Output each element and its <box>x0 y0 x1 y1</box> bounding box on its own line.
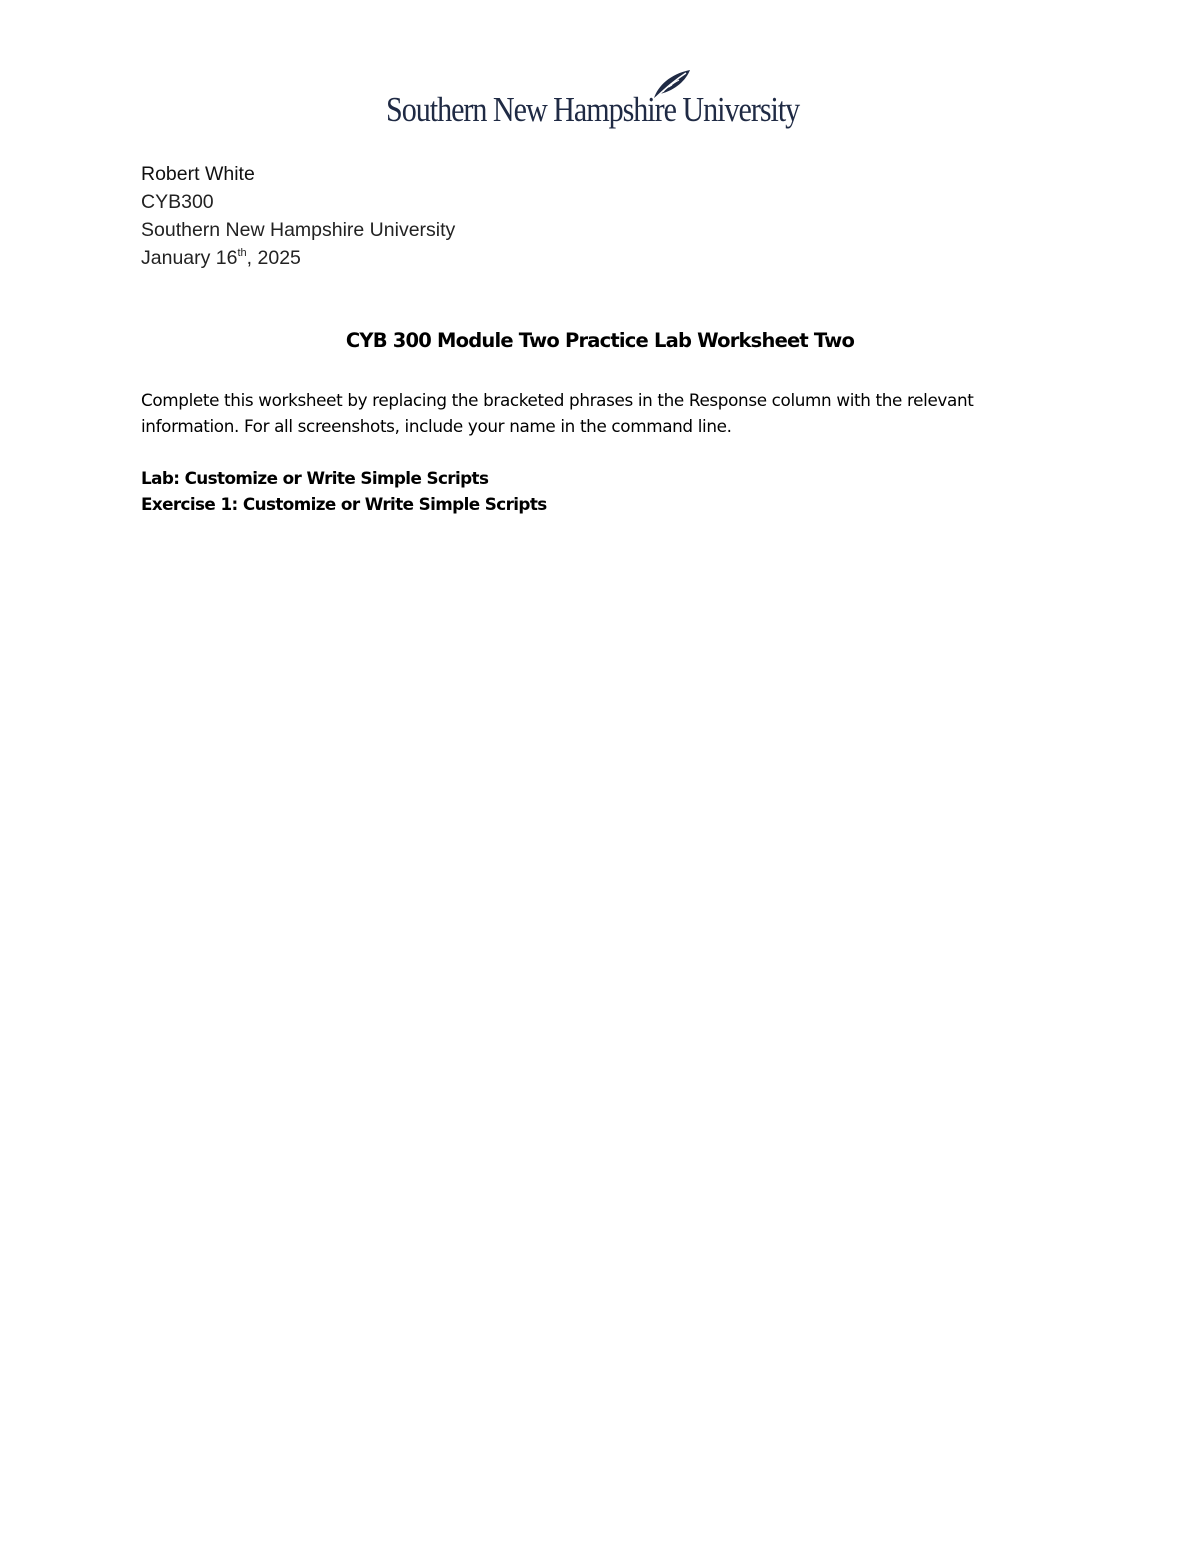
author-name: Robert White <box>141 163 255 185</box>
lab-heading-block <box>141 465 547 517</box>
document-title: CYB 300 Module Two Practice Lab Worksheet Two <box>345 329 855 352</box>
instructions-paragraph <box>141 387 1061 439</box>
course-code: CYB300 <box>141 191 214 213</box>
instructions-line-1: Complete this worksheet by replacing the bracketed phrases in the Response column with the relevant <box>141 390 974 410</box>
date-year: , 2025 <box>246 247 301 269</box>
exercise-heading: Exercise 1: Customize or Write Simple Scripts <box>141 494 547 514</box>
lab-heading: Lab: Customize or Write Simple Scripts <box>141 468 489 488</box>
document-date <box>141 244 455 272</box>
instructions-line-2: information. For all screenshots, include your name in the command line. <box>141 416 732 436</box>
school-name: Southern New Hampshire University <box>141 219 456 241</box>
author-header <box>141 160 455 272</box>
university-logo <box>386 68 816 140</box>
date-main: January 16 <box>141 247 238 269</box>
date-suffix: th <box>237 246 247 259</box>
logo-wordmark: Southern New Hampshire University <box>386 90 800 129</box>
